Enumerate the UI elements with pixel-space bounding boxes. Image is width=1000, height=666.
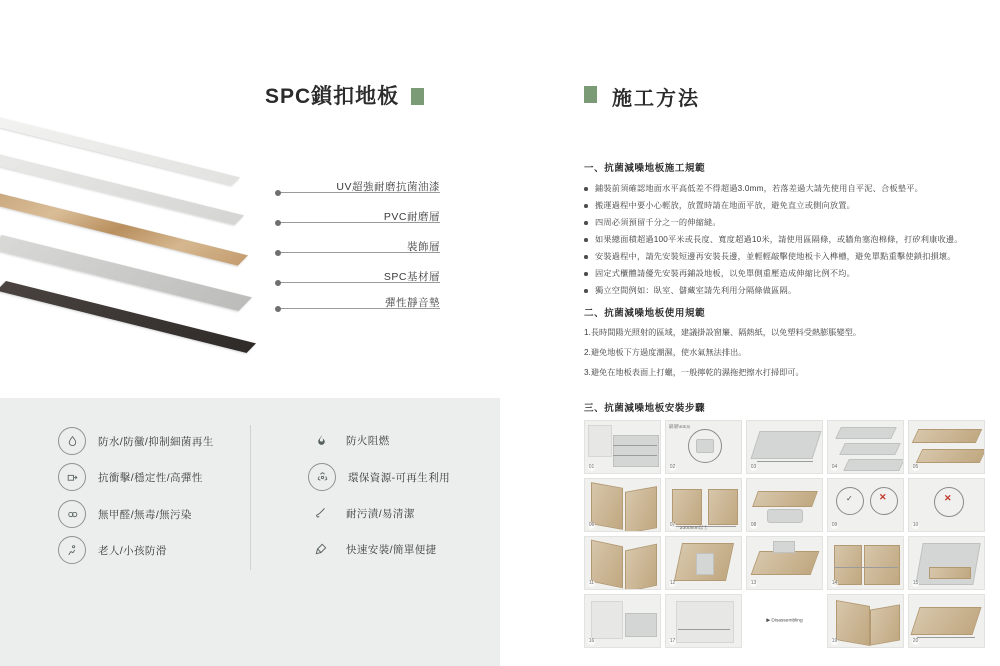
step-thumbnail — [827, 478, 904, 532]
step-number: 11 — [588, 580, 595, 586]
list-item: 搬運過程中要小心輕放，放置時請在地面平放，避免直立或側向放置。 — [584, 197, 984, 214]
no-formaldehyde-icon — [58, 500, 86, 528]
flame-icon — [308, 427, 334, 453]
feature-label: 快速安裝/簡單便捷 — [346, 543, 437, 556]
step-number: 04 — [831, 464, 838, 470]
feature-no-formaldehyde — [58, 500, 192, 528]
step-thumbnail — [665, 536, 742, 590]
list-item: 獨立空間例如：臥室、儲藏室請先利用分隔條做區隔。 — [584, 282, 984, 299]
feature-label: 防火阻燃 — [346, 434, 390, 447]
accent-square-icon — [411, 88, 424, 105]
feature-anti-slip — [58, 536, 167, 564]
step-number: 05 — [912, 464, 919, 470]
step-number: 13 — [750, 580, 757, 586]
anti-slip-icon — [58, 536, 86, 564]
recycle-icon — [308, 463, 336, 491]
product-title-text: SPC鎖扣地板 — [265, 85, 400, 108]
step-number: 12 — [669, 580, 676, 586]
feature-waterproof — [58, 427, 214, 455]
layer-label-4: SPC基材層 — [383, 271, 440, 283]
step-number: 15 — [912, 580, 919, 586]
step-number: 16 — [588, 638, 595, 644]
step-thumbnail — [746, 420, 823, 474]
list-item: 3.避免在地板表面上打蠟，一般擰乾的濕拖把擦水打掃即可。 — [584, 368, 804, 377]
step-number: 02 — [669, 464, 676, 470]
step-number: 03 — [750, 464, 757, 470]
step-number: 17 — [669, 638, 676, 644]
features-divider — [250, 425, 251, 570]
section-heading-text: 施工方法 — [612, 88, 700, 110]
list-item: 安裝過程中，請先安裝短邊再安裝長邊，並輕輕敲擊使地板卡入榫槽，避免單點重擊使鎖扣損壞。 — [584, 248, 984, 265]
step-thumbnail — [827, 594, 904, 648]
list-item: 如果總面積超過100平米或長度、寬度超過10米，請使用區隔條，或牆角塞泡棉條，打矽利康收邊。 — [584, 231, 984, 248]
subsection-title-3: 三、抗菌減噪地板安裝步驟 — [584, 403, 706, 414]
step-number: 01 — [588, 464, 595, 470]
layer-label-3: 裝飾層 — [407, 241, 440, 253]
step-thumbnail — [827, 536, 904, 590]
step-thumbnail — [908, 420, 985, 474]
layer-label-2: PVC耐磨層 — [383, 211, 440, 223]
x-icon: ✕ — [879, 492, 887, 502]
step-caption: 隔層\n3㎝ — [669, 424, 690, 429]
step-thumbnail — [908, 594, 985, 648]
list-item: 固定式櫃體請優先安裝再鋪設地板，以免單側重壓造成伸縮比例不均。 — [584, 265, 984, 282]
step-thumbnail — [584, 536, 661, 590]
step-thumbnail — [665, 478, 742, 532]
step-thumbnail — [908, 536, 985, 590]
exploded-layers-illustration — [0, 105, 290, 315]
feature-label: 老人/小孩防滑 — [98, 544, 167, 557]
water-drop-icon — [58, 427, 86, 455]
list-item: 四周必須預留千分之一的伸縮縫。 — [584, 214, 984, 231]
x-icon: ✕ — [944, 493, 952, 503]
step-number: 06 — [588, 522, 595, 528]
layer-label-1: UV超強耐磨抗菌油漆 — [336, 181, 440, 193]
subsection-title-2: 二、抗菌減噪地板使用規範 — [584, 308, 706, 319]
step-number: 19 — [831, 638, 838, 644]
usage-spec-list — [584, 325, 984, 385]
step-number: 09 — [831, 522, 838, 528]
check-icon: ✓ — [846, 494, 853, 503]
stain-resistant-icon — [308, 500, 334, 526]
installation-steps-grid — [584, 420, 984, 648]
feature-label: 耐污漬/易清潔 — [346, 507, 415, 520]
section-heading — [584, 82, 700, 111]
step-caption: ≥300mm以上 — [680, 525, 709, 530]
feature-label: 無甲醛/無毒/無污染 — [98, 508, 192, 521]
step-thumbnail — [584, 478, 661, 532]
step-thumbnail — [584, 420, 661, 474]
impact-icon — [58, 463, 86, 491]
feature-label: 環保資源-可再生利用 — [348, 471, 450, 484]
feature-quick-install — [308, 536, 437, 562]
step-number: 14 — [831, 580, 838, 586]
step-thumbnail — [827, 420, 904, 474]
step-thumbnail — [665, 420, 742, 474]
step-number: 07 — [669, 522, 676, 528]
feature-recyclable — [308, 463, 450, 491]
construction-spec-list — [584, 180, 984, 299]
list-item: 1.長時間陽光照射的區域，建議掛設窗簾、隔熱紙，以免塑料受熱膨脹變型。 — [584, 328, 862, 337]
step-thumbnail — [908, 478, 985, 532]
step-thumbnail — [746, 478, 823, 532]
step-number: 08 — [750, 522, 757, 528]
step-thumbnail — [584, 594, 661, 648]
feature-fire-resistant — [308, 427, 390, 453]
feature-label: 防水/防黴/抑制細菌再生 — [98, 435, 214, 448]
step-thumbnail — [746, 536, 823, 590]
feature-impact — [58, 463, 203, 491]
quick-install-icon — [308, 536, 334, 562]
step-caption: ▶ Disassembling — [766, 618, 803, 624]
subsection-title-1: 一、抗菌減噪地板施工規範 — [584, 163, 706, 174]
feature-label: 抗衝擊/穩定性/高彈性 — [98, 471, 203, 484]
step-thumbnail — [665, 594, 742, 648]
list-item: 鋪裝前須確認地面水平高低差不得超過3.0mm，若落差過大請先使用自平泥、合板墊平。 — [584, 180, 984, 197]
feature-stain-resistant — [308, 500, 415, 526]
right-column — [500, 0, 1000, 666]
step-label-disassembling — [746, 594, 823, 648]
step-number: 10 — [912, 522, 919, 528]
list-item: 2.避免地板下方過度潮濕，使水氣無法排出。 — [584, 348, 747, 357]
step-number: 20 — [912, 638, 919, 644]
layer-label-5: 彈性靜音墊 — [385, 297, 440, 309]
